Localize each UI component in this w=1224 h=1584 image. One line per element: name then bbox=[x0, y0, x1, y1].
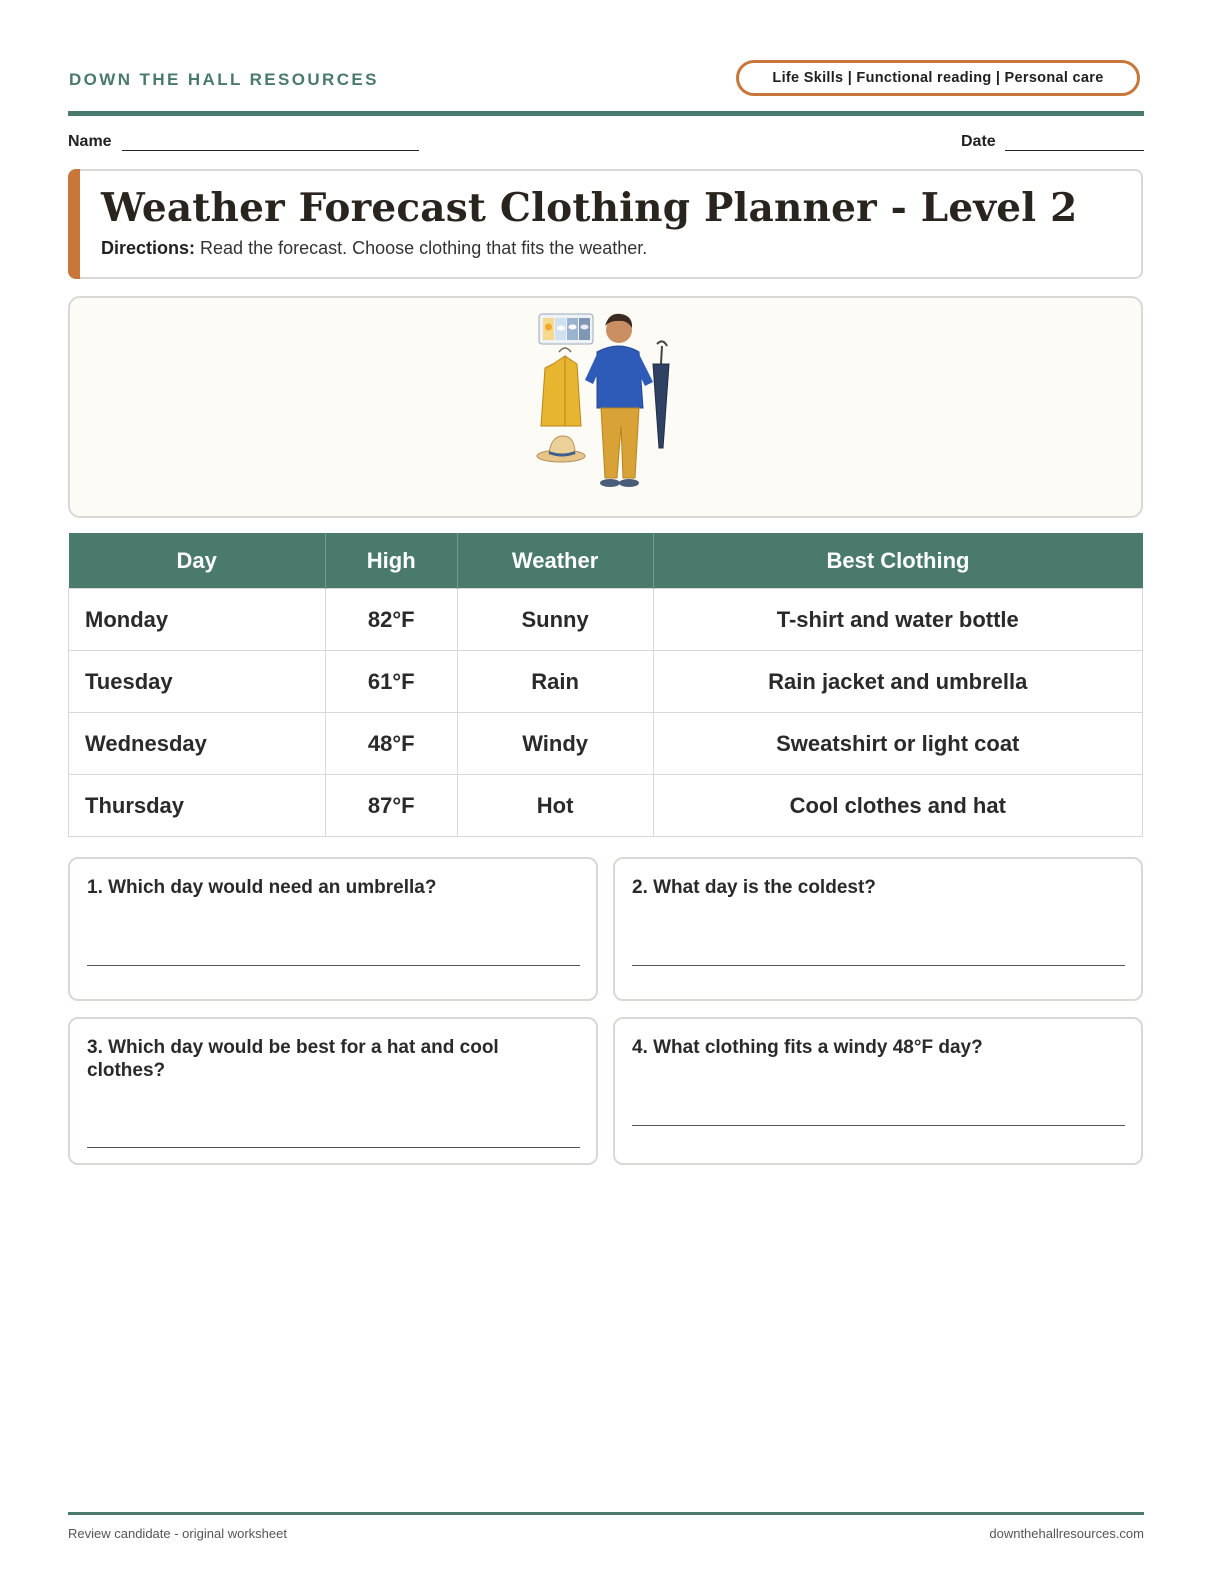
cell-clothing: Rain jacket and umbrella bbox=[653, 651, 1142, 713]
cell-weather: Windy bbox=[457, 713, 653, 775]
cell-day: Wednesday bbox=[69, 713, 326, 775]
hat-icon bbox=[537, 436, 585, 462]
header-day: Day bbox=[69, 533, 326, 589]
footer-url: downthehallresources.com bbox=[989, 1526, 1144, 1541]
weather-clothing-illustration bbox=[535, 308, 675, 508]
forecast-table bbox=[68, 533, 1143, 837]
subject-tags: Life Skills | Functional reading | Personal care bbox=[736, 60, 1140, 96]
table-row bbox=[69, 713, 1143, 775]
umbrella-icon bbox=[653, 341, 669, 448]
question-card-1 bbox=[68, 857, 598, 1001]
date-label: Date bbox=[961, 133, 996, 150]
weather-card-icon bbox=[539, 314, 593, 344]
cell-clothing: Cool clothes and hat bbox=[653, 775, 1142, 837]
cell-high: 87°F bbox=[325, 775, 457, 837]
question-card-4 bbox=[613, 1017, 1143, 1165]
header-best-clothing: Best Clothing bbox=[653, 533, 1142, 589]
question-card-3 bbox=[68, 1017, 598, 1165]
answer-line[interactable] bbox=[87, 965, 580, 966]
header-rule bbox=[68, 111, 1144, 116]
directions-label: Directions: bbox=[101, 238, 196, 258]
header-high: High bbox=[325, 533, 457, 589]
table-row bbox=[69, 589, 1143, 651]
cell-clothing: T-shirt and water bottle bbox=[653, 589, 1142, 651]
cell-weather: Rain bbox=[457, 651, 653, 713]
page-title: Weather Forecast Clothing Planner - Level 2 bbox=[101, 185, 1078, 231]
header-weather: Weather bbox=[457, 533, 653, 589]
footer-rule bbox=[68, 1512, 1144, 1515]
name-date-row bbox=[68, 133, 1144, 153]
cell-clothing: Sweatshirt or light coat bbox=[653, 713, 1142, 775]
question-card-2 bbox=[613, 857, 1143, 1001]
cell-day: Thursday bbox=[69, 775, 326, 837]
name-field[interactable] bbox=[122, 150, 419, 151]
cell-day: Monday bbox=[69, 589, 326, 651]
cell-weather: Sunny bbox=[457, 589, 653, 651]
cell-high: 82°F bbox=[325, 589, 457, 651]
table-row bbox=[69, 775, 1143, 837]
person-icon bbox=[585, 314, 653, 487]
answer-line[interactable] bbox=[87, 1147, 580, 1148]
answer-line[interactable] bbox=[632, 965, 1125, 966]
table-header-row bbox=[69, 533, 1143, 589]
cell-high: 61°F bbox=[325, 651, 457, 713]
question-text: 2. What day is the coldest? bbox=[632, 877, 876, 898]
answer-line[interactable] bbox=[632, 1125, 1125, 1126]
cell-weather: Hot bbox=[457, 775, 653, 837]
table-row bbox=[69, 651, 1143, 713]
raincoat-icon bbox=[541, 348, 581, 426]
footer-left: Review candidate - original worksheet bbox=[68, 1526, 287, 1541]
cell-day: Tuesday bbox=[69, 651, 326, 713]
date-field[interactable] bbox=[1005, 150, 1144, 151]
question-text: 4. What clothing fits a windy 48°F day? bbox=[632, 1037, 983, 1058]
brand-name: DOWN THE HALL RESOURCES bbox=[69, 70, 379, 89]
question-text: 3. Which day would be best for a hat and cool clothes? bbox=[87, 1037, 499, 1081]
title-accent-bar bbox=[68, 169, 80, 279]
cell-high: 48°F bbox=[325, 713, 457, 775]
name-label: Name bbox=[68, 133, 112, 150]
directions bbox=[101, 238, 647, 259]
question-text: 1. Which day would need an umbrella? bbox=[87, 877, 437, 898]
directions-text: Read the forecast. Choose clothing that fits the weather. bbox=[195, 238, 648, 258]
